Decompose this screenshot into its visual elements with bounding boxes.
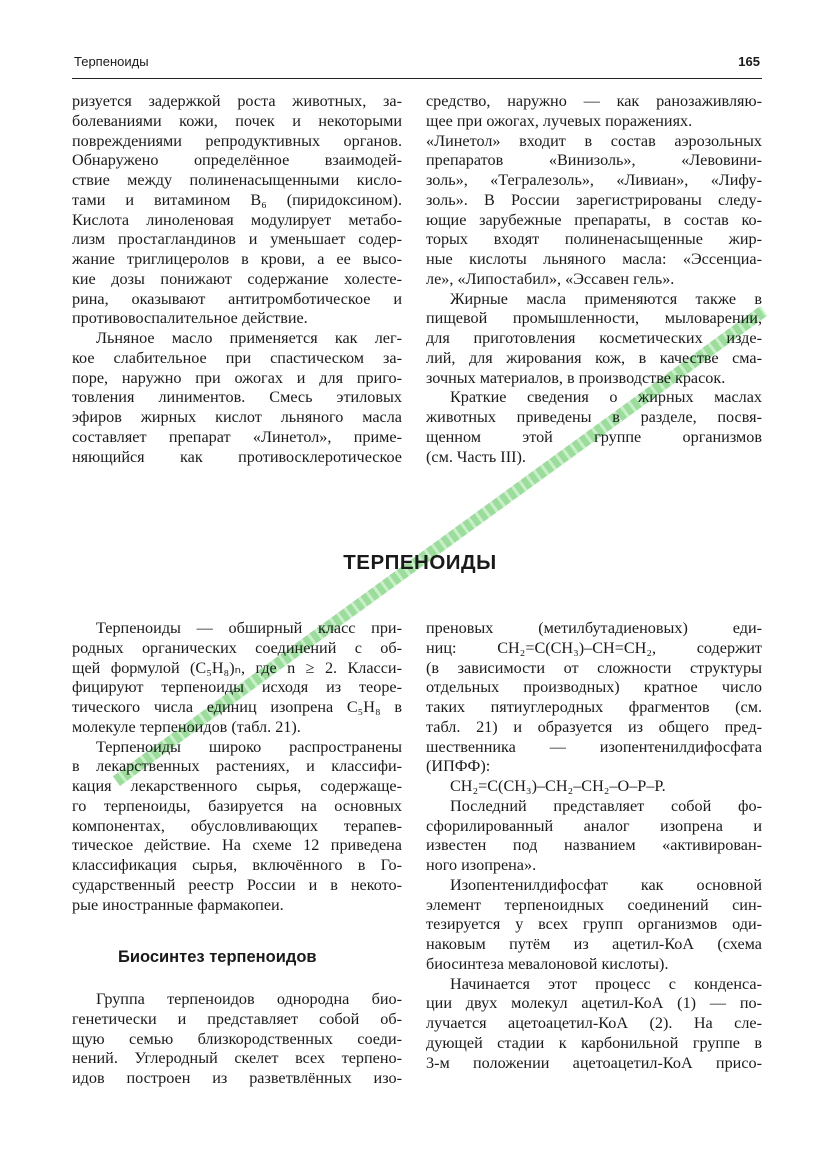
text-line: противовоспалительное действие. xyxy=(72,309,308,328)
text-line: нений. Углеродный скелет всех терпено- xyxy=(72,1049,402,1068)
text-line: Краткие сведения о жирных маслах xyxy=(450,388,762,407)
text-line: ющие зарубежные препараты, в состав ко- xyxy=(426,210,762,229)
text-line: тического числа единиц изопрена C₅H₈ в xyxy=(72,698,402,716)
text-line: известен под названием «активирован- xyxy=(426,836,762,855)
text-line: поре, наружно при ожогах и для приго- xyxy=(72,368,402,387)
text-line: компонентах, обусловливающих терапев- xyxy=(72,816,402,835)
text-line: биосинтеза мевалоновой кислоты). xyxy=(426,954,669,973)
text-line: золь», «Тегралезоль», «Ливиан», «Лифу- xyxy=(426,171,762,189)
formula-line: CH₂=C(CH₃)–CH₂–CH₂–O–P–P. xyxy=(450,777,666,795)
text-line: щее при ожогах, лучевых поражениях. xyxy=(426,111,693,130)
text-line: Начинается этот процесс с конденса- xyxy=(450,974,762,993)
text-line: тическое действие. На схеме 12 приведена xyxy=(72,836,402,855)
text-line: рые иностранные фармакопеи. xyxy=(72,895,284,914)
text-line: ле», «Липостабил», «Эссавен гель». xyxy=(426,269,675,288)
text-line: кое слабительное при спастическом за- xyxy=(72,348,402,367)
text-line: Терпеноиды широко распространены xyxy=(96,737,402,756)
text-line: классификация сырья, включённого в Го- xyxy=(72,856,402,874)
text-line: (ИПФФ): xyxy=(426,757,491,776)
text-line: идов построен из разветвлённых изо- xyxy=(72,1069,402,1087)
text-line: Изопентенилдифосфат как основной xyxy=(450,875,762,894)
text-line: ризуется задержкой роста животных, за- xyxy=(72,92,402,110)
section-title: ТЕРПЕНОИДЫ xyxy=(343,551,497,574)
text-line: таких пятиуглеродных фрагментов (см. xyxy=(426,698,762,716)
text-line: болеваниями кожи, почек и некоторыми xyxy=(72,111,402,130)
text-line: Льняное масло применяется как лег- xyxy=(96,329,402,347)
text-line: преновых (метилбутадиеновых) еди- xyxy=(426,619,762,637)
text-line: золь». В России зарегистрированы следу- xyxy=(426,190,762,209)
text-line: Кислота линоленовая модулирует метабо- xyxy=(72,210,402,229)
text-line: средство, наружно — как ранозаживляю- xyxy=(426,92,762,110)
text-line: пищевой промышленности, мыловарении, xyxy=(426,309,762,328)
text-line: кация лекарственного сырья, содержаще- xyxy=(72,777,402,795)
text-line: генетически и представляет собой об- xyxy=(72,1009,402,1028)
text-line: ного изопрена». xyxy=(426,856,537,874)
text-line: лизм простагландинов и уменьшает содер- xyxy=(72,230,402,249)
text-line: сударственный реестр России и в некото- xyxy=(72,875,402,894)
text-line: тезируется у всех групп организмов оди- xyxy=(426,915,762,934)
running-head xyxy=(72,52,762,79)
text-line: товления линиментов. Смесь этиловых xyxy=(72,388,402,407)
top-right-column xyxy=(426,92,762,467)
text-line: лучается ацетоацетил-КоА (2). На сле- xyxy=(426,1014,762,1032)
text-line: лий, для жирования кож, в качестве сма- xyxy=(426,348,762,367)
text-line: фицируют терпеноиды исходя из теоре- xyxy=(72,678,402,697)
text-line: ниц: CH₂=C(CH₃)–CH=CH₂, содержит xyxy=(426,638,762,657)
text-line: щенном этой группе организмов xyxy=(426,427,762,446)
text-line: дующей стадии к карбонильной группе в xyxy=(426,1033,762,1052)
text-line: «Линетол» входит в состав аэрозольных xyxy=(426,131,762,150)
text-line: кие дозы понижают содержание холесте- xyxy=(72,269,402,288)
text-line: рина, оказывают антитромботическое и xyxy=(72,289,402,308)
text-line: эфиров жирных кислот льняного масла xyxy=(72,408,402,426)
text-line: торых входят полиненасыщенные жир- xyxy=(426,230,762,249)
bottom-right-column xyxy=(426,619,762,1073)
text-line: Группа терпеноидов однородна био- xyxy=(96,990,402,1008)
text-line: элемент терпеноидных соединений син- xyxy=(426,895,762,914)
bottom-left-column-b xyxy=(72,990,402,1089)
bottom-left-column xyxy=(72,619,402,915)
page-number: 165 xyxy=(738,54,760,69)
text-line: (в зависимости от сложности структуры xyxy=(426,658,762,677)
text-line: родных органических соединений с об- xyxy=(72,638,402,657)
text-line: Обнаружено определённое взаимодей- xyxy=(72,151,402,170)
text-line: (см. Часть III). xyxy=(426,447,526,466)
text-line: ствие между полиненасыщенными кисло- xyxy=(72,171,402,189)
text-line: щую семью близкородственных соеди- xyxy=(72,1029,402,1048)
subsection-heading: Биосинтез терпеноидов xyxy=(118,948,317,966)
text-line: шественника — изопентенилдифосфата xyxy=(426,737,762,756)
text-line: тами и витамином B₆ (пиридоксином). xyxy=(72,190,402,209)
text-line: зочных материалов, в производстве красок. xyxy=(426,368,726,387)
text-line: отдельных производных) кратное число xyxy=(426,678,762,697)
text-line: в лекарственных растениях, и классифи- xyxy=(72,757,402,776)
running-head-title: Терпеноиды xyxy=(74,54,149,69)
text-line: наковым путём из ацетил-КоА (схема xyxy=(426,935,762,953)
text-line: 3-м положении ацетоацетил-КоА присо- xyxy=(426,1053,762,1072)
text-line: няющийся как противосклеротическое xyxy=(72,447,402,466)
text-line: повреждениями репродуктивных органов. xyxy=(72,131,402,150)
text-line: ции двух молекул ацетил-КоА (1) — по- xyxy=(426,994,762,1013)
text-line: табл. 21) и образуется из общего пред- xyxy=(426,717,762,736)
text-line: ные кислоты льняного масла: «Эссенциа- xyxy=(426,250,762,268)
text-line: жание триглицеролов в крови, а ее высо- xyxy=(72,250,402,268)
text-line: молекуле терпеноидов (табл. 21). xyxy=(72,717,301,736)
text-line: Последний представляет собой фо- xyxy=(450,796,762,815)
text-line: го терпеноиды, базируется на основных xyxy=(72,796,402,815)
text-line: Терпеноиды — обширный класс при- xyxy=(96,619,402,637)
text-line: препаратов «Винизоль», «Левовини- xyxy=(426,151,762,170)
text-line: Жирные масла применяются также в xyxy=(450,289,762,308)
text-line: щей формулой (C₅H₈)ₙ, где n ≥ 2. Класси- xyxy=(72,658,402,677)
text-line: для приготовления косметических изде- xyxy=(426,329,762,347)
top-left-column xyxy=(72,92,402,467)
text-line: составляет препарат «Линетол», приме- xyxy=(72,427,402,446)
text-line: животных приведены в разделе, посвя- xyxy=(426,408,762,426)
text-line: сфорилированный аналог изопрена и xyxy=(426,816,762,835)
